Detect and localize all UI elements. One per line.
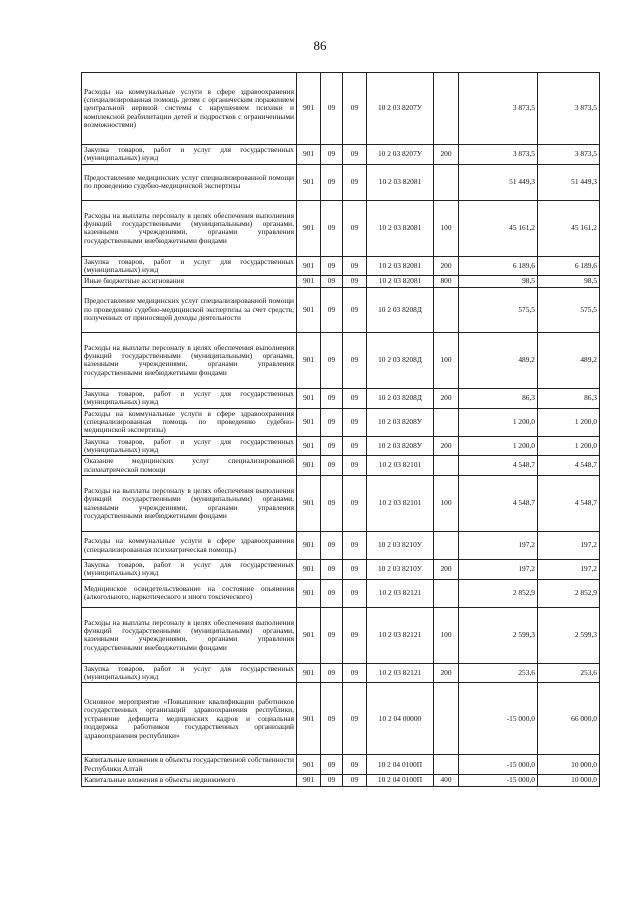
row-amount-total: 1 200,0 xyxy=(538,408,600,436)
table-row xyxy=(82,287,600,332)
row-section: 09 xyxy=(321,607,343,663)
row-subsection: 09 xyxy=(343,683,367,755)
row-name: Основное мероприятие «Повышение квалификации работников государственных организаций здравоохранения республики, устранение дефицита медицинских кадров и социальная поддержка работников государственных организаций здравоохранения республики» xyxy=(82,683,297,755)
row-amount-total: 253,6 xyxy=(538,663,600,683)
table-row xyxy=(82,607,600,663)
row-name: Капитальные вложения в объекты государственной собственности Республики Алтай xyxy=(82,755,297,775)
table-row xyxy=(82,775,600,786)
row-admin-code: 901 xyxy=(297,408,321,436)
row-section: 09 xyxy=(321,775,343,786)
row-name: Предоставление медицинских услуг специализированной помощи по проведению судебно-медицинской экспертизы xyxy=(82,164,297,200)
row-admin-code: 901 xyxy=(297,436,321,456)
table-row xyxy=(82,256,600,276)
row-amount-change: 1 200,0 xyxy=(459,408,538,436)
row-name: Оказание медицинских услуг специализированной психиатрической помощи xyxy=(82,456,297,476)
row-section: 09 xyxy=(321,579,343,607)
row-expense-type xyxy=(434,532,459,560)
row-amount-change: 3 873,5 xyxy=(459,145,538,165)
row-expense-type xyxy=(434,73,459,145)
row-amount-total: 86,3 xyxy=(538,388,600,408)
row-section: 09 xyxy=(321,560,343,580)
row-amount-total: 66 000,0 xyxy=(538,683,600,755)
row-name: Предоставление медицинских услуг специализированной помощи по проведению судебно-медицинской экспертизы за счет средств, полученных от приносящей доходы деятельности xyxy=(82,287,297,332)
row-section: 09 xyxy=(321,476,343,532)
row-expense-type: 100 xyxy=(434,332,459,388)
row-admin-code: 901 xyxy=(297,560,321,580)
table-row xyxy=(82,560,600,580)
row-target-article: 10 2 03 82121 xyxy=(367,663,434,683)
row-expense-type xyxy=(434,755,459,775)
row-expense-type: 800 xyxy=(434,276,459,287)
row-section: 09 xyxy=(321,332,343,388)
row-subsection: 09 xyxy=(343,388,367,408)
row-expense-type xyxy=(434,408,459,436)
row-amount-change: 86,3 xyxy=(459,388,538,408)
table-row xyxy=(82,532,600,560)
row-subsection: 09 xyxy=(343,332,367,388)
row-target-article: 10 2 03 8208У xyxy=(367,408,434,436)
row-amount-change: 575,5 xyxy=(459,287,538,332)
row-amount-change: 2 852,9 xyxy=(459,579,538,607)
row-amount-total: 489,2 xyxy=(538,332,600,388)
row-target-article: 10 2 03 8208У xyxy=(367,436,434,456)
row-section: 09 xyxy=(321,200,343,256)
row-amount-total: 2 599,3 xyxy=(538,607,600,663)
row-expense-type: 200 xyxy=(434,145,459,165)
row-name: Капитальные вложения в объекты недвижимого xyxy=(82,775,297,786)
row-admin-code: 901 xyxy=(297,332,321,388)
row-expense-type: 100 xyxy=(434,476,459,532)
row-expense-type: 400 xyxy=(434,775,459,786)
row-name: Расходы на выплаты персоналу в целях обеспечения выполнения функций государственными (муниципальными) органами, казенными учреждениями, органами управления государственными внебюджетными фондами xyxy=(82,476,297,532)
row-amount-change: 4 548,7 xyxy=(459,476,538,532)
row-subsection: 09 xyxy=(343,607,367,663)
row-subsection: 09 xyxy=(343,145,367,165)
row-subsection: 09 xyxy=(343,200,367,256)
row-expense-type: 200 xyxy=(434,560,459,580)
table-row xyxy=(82,73,600,145)
row-name: Расходы на коммунальные услуги в сфере здравоохранения (специализированная психиатрическая помощь) xyxy=(82,532,297,560)
row-admin-code: 901 xyxy=(297,388,321,408)
row-subsection: 09 xyxy=(343,287,367,332)
row-amount-change: 489,2 xyxy=(459,332,538,388)
row-target-article: 10 2 03 8210У xyxy=(367,532,434,560)
table-row xyxy=(82,683,600,755)
row-target-article: 10 2 04 0100П xyxy=(367,755,434,775)
row-name: Закупка товаров, работ и услуг для государственных (муниципальных) нужд xyxy=(82,145,297,165)
row-amount-change: 45 161,2 xyxy=(459,200,538,256)
row-expense-type: 200 xyxy=(434,256,459,276)
table-row xyxy=(82,276,600,287)
row-name: Иные бюджетные ассигнования xyxy=(82,276,297,287)
row-amount-total: 4 548,7 xyxy=(538,476,600,532)
row-expense-type: 200 xyxy=(434,388,459,408)
row-admin-code: 901 xyxy=(297,73,321,145)
row-target-article: 10 2 03 82121 xyxy=(367,607,434,663)
row-target-article: 10 2 03 8208Д xyxy=(367,388,434,408)
row-name: Закупка товаров, работ и услуг для государственных (муниципальных) нужд xyxy=(82,388,297,408)
row-amount-change: -15 000,0 xyxy=(459,683,538,755)
table-row xyxy=(82,436,600,456)
table-row xyxy=(82,755,600,775)
row-section: 09 xyxy=(321,388,343,408)
row-expense-type: 200 xyxy=(434,436,459,456)
table-row xyxy=(82,663,600,683)
row-amount-change: 51 449,3 xyxy=(459,164,538,200)
row-name: Расходы на выплаты персоналу в целях обеспечения выполнения функций государственными (муниципальными) органами, казенными учреждениями, органами управления государственными внебюджетными фондами xyxy=(82,332,297,388)
row-name: Закупка товаров, работ и услуг для государственных (муниципальных) нужд xyxy=(82,256,297,276)
row-admin-code: 901 xyxy=(297,476,321,532)
row-amount-total: 1 200,0 xyxy=(538,436,600,456)
table-row xyxy=(82,456,600,476)
row-target-article: 10 2 03 82121 xyxy=(367,579,434,607)
row-admin-code: 901 xyxy=(297,663,321,683)
row-subsection: 09 xyxy=(343,256,367,276)
row-amount-total: 2 852,9 xyxy=(538,579,600,607)
row-amount-change: -15 000,0 xyxy=(459,775,538,786)
row-subsection: 09 xyxy=(343,408,367,436)
table-row xyxy=(82,145,600,165)
row-amount-total: 3 873,5 xyxy=(538,145,600,165)
table-row xyxy=(82,476,600,532)
row-subsection: 09 xyxy=(343,164,367,200)
row-amount-change: -15 000,0 xyxy=(459,755,538,775)
table-row xyxy=(82,200,600,256)
row-subsection: 09 xyxy=(343,476,367,532)
table-row xyxy=(82,388,600,408)
row-target-article: 10 2 04 00000 xyxy=(367,683,434,755)
row-amount-change: 4 548,7 xyxy=(459,456,538,476)
row-expense-type: 100 xyxy=(434,200,459,256)
row-target-article: 10 2 03 8207У xyxy=(367,73,434,145)
row-name: Закупка товаров, работ и услуг для государственных (муниципальных) нужд xyxy=(82,663,297,683)
row-name: Медицинское освидетельствование на состояние опьянения (алкогольного, наркотического и иного токсического) xyxy=(82,579,297,607)
row-section: 09 xyxy=(321,663,343,683)
row-subsection: 09 xyxy=(343,579,367,607)
row-name: Закупка товаров, работ и услуг для государственных (муниципальных) нужд xyxy=(82,560,297,580)
row-admin-code: 901 xyxy=(297,755,321,775)
row-section: 09 xyxy=(321,456,343,476)
row-amount-change: 197,2 xyxy=(459,532,538,560)
row-admin-code: 901 xyxy=(297,775,321,786)
row-target-article: 10 2 03 8208Д xyxy=(367,332,434,388)
row-amount-total: 10 000,0 xyxy=(538,775,600,786)
row-section: 09 xyxy=(321,436,343,456)
row-target-article: 10 2 03 8210У xyxy=(367,560,434,580)
row-subsection: 09 xyxy=(343,775,367,786)
row-amount-change: 197,2 xyxy=(459,560,538,580)
row-amount-change: 2 599,3 xyxy=(459,607,538,663)
row-name: Расходы на коммунальные услуги в сфере здравоохранения (специализированная помощь по проведению судебно-медицинской экспертизы) xyxy=(82,408,297,436)
row-admin-code: 901 xyxy=(297,683,321,755)
row-subsection: 09 xyxy=(343,73,367,145)
row-target-article: 10 2 03 8207У xyxy=(367,145,434,165)
row-section: 09 xyxy=(321,164,343,200)
row-name: Расходы на выплаты персоналу в целях обеспечения выполнения функций государственными (муниципальными) органами, казенными учреждениями, органами управления государственными внебюджетными фондами xyxy=(82,200,297,256)
row-admin-code: 901 xyxy=(297,276,321,287)
row-amount-total: 98,5 xyxy=(538,276,600,287)
row-target-article: 10 2 03 82081 xyxy=(367,200,434,256)
page-number: 86 xyxy=(313,38,327,53)
row-section: 09 xyxy=(321,287,343,332)
row-target-article: 10 2 03 82101 xyxy=(367,476,434,532)
table-row xyxy=(82,332,600,388)
row-subsection: 09 xyxy=(343,456,367,476)
row-subsection: 09 xyxy=(343,663,367,683)
row-amount-total: 6 189,6 xyxy=(538,256,600,276)
row-expense-type: 100 xyxy=(434,607,459,663)
row-target-article: 10 2 03 82081 xyxy=(367,276,434,287)
row-subsection: 09 xyxy=(343,560,367,580)
row-section: 09 xyxy=(321,276,343,287)
row-amount-change: 3 873,5 xyxy=(459,73,538,145)
row-subsection: 09 xyxy=(343,276,367,287)
row-target-article: 10 2 03 8208Д xyxy=(367,287,434,332)
row-amount-change: 253,6 xyxy=(459,663,538,683)
row-subsection: 09 xyxy=(343,532,367,560)
row-expense-type xyxy=(434,683,459,755)
row-expense-type xyxy=(434,287,459,332)
row-section: 09 xyxy=(321,73,343,145)
row-name: Расходы на коммунальные услуги в сфере здравоохранения (специализированная помощь детям с органическим поражением центральной нервной системы с нарушением психики и комплексной реабилитации детей и подростков с ограниченными возможностями) xyxy=(82,73,297,145)
row-subsection: 09 xyxy=(343,755,367,775)
row-amount-total: 4 548,7 xyxy=(538,456,600,476)
row-amount-change: 1 200,0 xyxy=(459,436,538,456)
row-amount-change: 6 189,6 xyxy=(459,256,538,276)
row-admin-code: 901 xyxy=(297,200,321,256)
row-section: 09 xyxy=(321,408,343,436)
row-admin-code: 901 xyxy=(297,607,321,663)
row-admin-code: 901 xyxy=(297,579,321,607)
row-target-article: 10 2 04 0100П xyxy=(367,775,434,786)
row-expense-type: 200 xyxy=(434,663,459,683)
row-amount-total: 45 161,2 xyxy=(538,200,600,256)
table-row xyxy=(82,408,600,436)
row-name: Закупка товаров, работ и услуг для государственных (муниципальных) нужд xyxy=(82,436,297,456)
table-row xyxy=(82,164,600,200)
row-expense-type xyxy=(434,579,459,607)
row-admin-code: 901 xyxy=(297,532,321,560)
row-target-article: 10 2 03 82101 xyxy=(367,456,434,476)
table-row xyxy=(82,579,600,607)
row-target-article: 10 2 03 82081 xyxy=(367,164,434,200)
row-section: 09 xyxy=(321,683,343,755)
row-amount-total: 575,5 xyxy=(538,287,600,332)
row-admin-code: 901 xyxy=(297,164,321,200)
row-amount-total: 51 449,3 xyxy=(538,164,600,200)
row-admin-code: 901 xyxy=(297,145,321,165)
row-target-article: 10 2 03 82081 xyxy=(367,256,434,276)
row-subsection: 09 xyxy=(343,436,367,456)
row-section: 09 xyxy=(321,755,343,775)
row-admin-code: 901 xyxy=(297,456,321,476)
row-section: 09 xyxy=(321,145,343,165)
row-amount-total: 3 873,5 xyxy=(538,73,600,145)
row-amount-total: 197,2 xyxy=(538,560,600,580)
row-expense-type xyxy=(434,456,459,476)
row-admin-code: 901 xyxy=(297,256,321,276)
row-admin-code: 901 xyxy=(297,287,321,332)
row-section: 09 xyxy=(321,532,343,560)
row-name: Расходы на выплаты персоналу в целях обеспечения выполнения функций государственными (муниципальными) органами, казенными учреждениями, органами управления государственными внебюджетными фондами xyxy=(82,607,297,663)
budget-table xyxy=(81,72,600,787)
table-body xyxy=(82,73,600,787)
row-amount-total: 197,2 xyxy=(538,532,600,560)
row-amount-total: 10 000,0 xyxy=(538,755,600,775)
row-expense-type xyxy=(434,164,459,200)
row-amount-change: 98,5 xyxy=(459,276,538,287)
row-section: 09 xyxy=(321,256,343,276)
